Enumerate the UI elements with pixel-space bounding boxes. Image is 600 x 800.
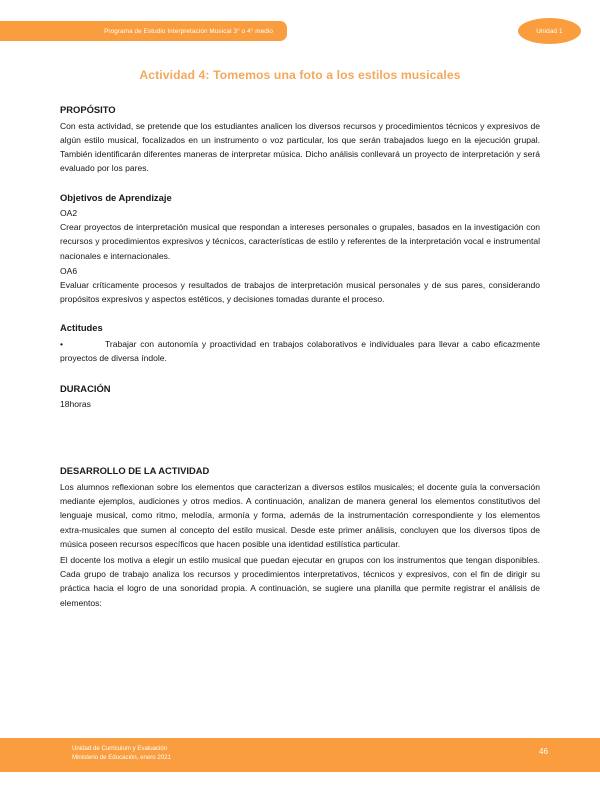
page-footer [0, 738, 600, 772]
footer-credits-line-1: Unidad de Curriculum y Evaluación [72, 745, 168, 752]
desarrollo-paragraph-1: Los alumnos reflexionan sobre los elementos que caracterizan a diversos estilos musicales; el docente guía la conversación mediante ejemplos, audiciones y otros medios. A continuación, analizan de manera general los elementos constitutivos del lenguaje musical, como ritmo, melodía, armonía y forma, además de la instrumentación correspondiente y los elementos extra-musicales que sumen al concepto del estilo musical. Desde este primer análisis, concluyen que los diversos tipos de música poseen recursos específicos que hacen posible una identidad estilística particular. [60, 481, 540, 549]
proposito-body: Con esta actividad, se pretende que los estudiantes analicen los diversos recursos y procedimientos técnicos y expresivos de algún estilo musical, focalizados en un instrumento o voz particular, los que serán trabajados luego en la ejecución grupal. También identificarán diferentes maneras de interpretar música. Dicho análisis conllevará un proyecto de interpretación y será evaluado por los pares. [60, 120, 540, 174]
objetivos-heading: Objetivos de Aprendizaje [60, 192, 172, 204]
actitudes-list-item [60, 337, 540, 365]
footer-credits-line-2: Ministerio de Educación, enero 2021 [72, 754, 171, 762]
activity-title: Actividad 4: Tomemos una foto a los estilos musicales [139, 68, 461, 82]
desarrollo-paragraph-2: El docente los motiva a elegir un estilo musical que puedan ejecutar en grupos con los instrumentos que tengan disponibles. Cada grupo de trabajo analiza los recursos y procedimientos interpretativos, técnicos y expresivos, con el fin de dirigir su práctica hacia el logro de una sonoridad propia. A continuación, se sugiere una planilla que permite registrar el análisis de elementos: [60, 554, 540, 608]
actitudes-item-text: Trabajar con autonomía y proactividad en trabajos colaborativos e individuales para llevar a cabo eficazmente proyectos de diversa índole. [60, 339, 540, 364]
proposito-heading: PROPÓSITO [60, 104, 116, 115]
actitudes-heading: Actitudes [60, 322, 103, 334]
bullet-icon: • [60, 339, 63, 350]
oa2-code: OA2 [60, 208, 78, 219]
page-number: 46 [538, 747, 548, 756]
unit-badge-label: Unidad 1 [536, 27, 563, 35]
program-banner-label: Programa de Estudio Interpretación Musical 3° o 4° medio [104, 27, 273, 35]
footer-credits [72, 744, 171, 763]
duracion-value: 18horas [60, 399, 91, 410]
document-content [60, 103, 540, 610]
unit-badge [518, 18, 581, 44]
oa6-code: OA6 [60, 265, 78, 276]
oa6-text: Evaluar críticamente procesos y resultados de trabajos de interpretación musical personales y de sus pares, considerando propósitos expresivos y aspectos estéticos, y decisiones tomadas durante el proceso. [60, 280, 540, 305]
page-body [0, 58, 600, 610]
oa2-text: Crear proyectos de interpretación musical que respondan a intereses personales o grupales, basados en la investigación con recursos y procedimientos expresivos y técnicos, características de estilo y referentes de la interpretación vocal e instrumental nacionales e internacionales. [60, 222, 540, 261]
duracion-heading: DURACIÓN [60, 382, 111, 394]
program-banner [0, 21, 287, 41]
desarrollo-heading: DESARROLLO DE LA ACTIVIDAD [60, 465, 210, 477]
page-header [0, 0, 600, 58]
